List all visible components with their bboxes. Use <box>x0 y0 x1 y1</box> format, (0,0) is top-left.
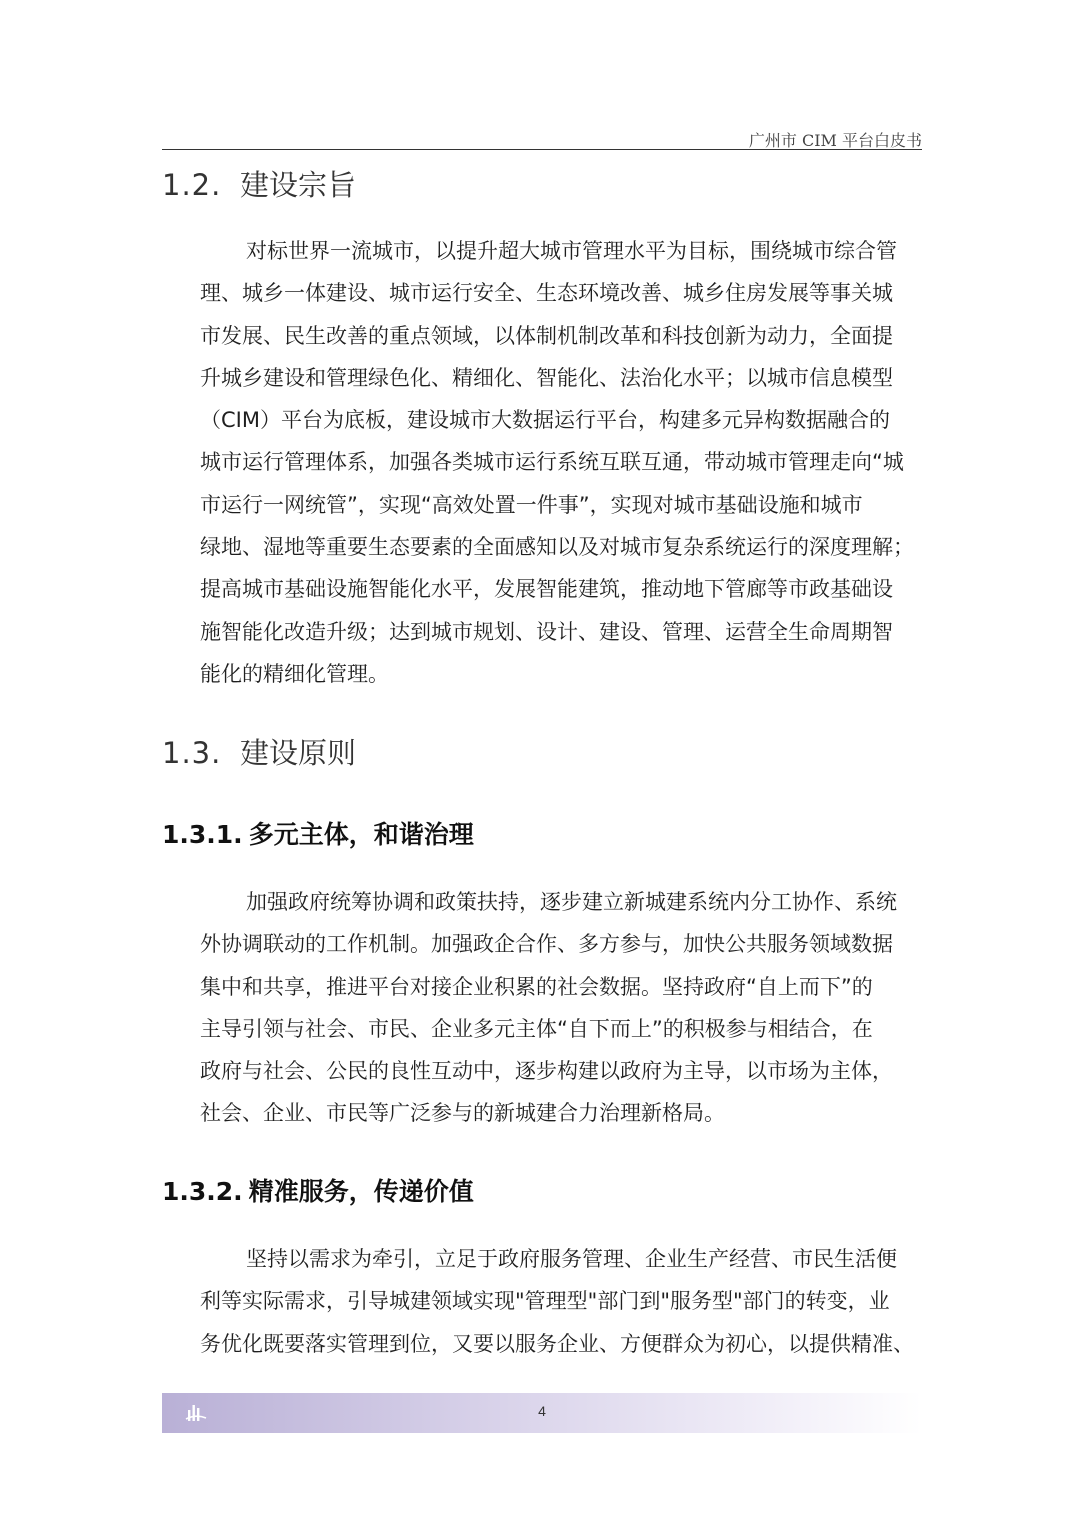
section-heading-1-2 <box>162 163 356 204</box>
text-line: 主导引领与社会、市民、企业多元主体“自下而上”的积极参与相结合，在 <box>200 1016 873 1041</box>
section-title: 建设宗旨 <box>240 168 357 202</box>
subsection-number: 1.3.1. <box>162 820 243 849</box>
text-line: 集中和共享，推进平台对接企业积累的社会数据。坚持政府“自上而下”的 <box>200 974 873 999</box>
text-line: 市运行一网统管”，实现“高效处置一件事”，实现对城市基础设施和城市 <box>200 492 863 517</box>
footer-band <box>162 1393 922 1433</box>
subsection-title: 精准服务，传递价值 <box>248 1177 474 1206</box>
subsection-heading-1-3-2 <box>162 1172 474 1208</box>
text-line: 加强政府统筹协调和政策扶持，逐步建立新城建系统内分工协作、系统 <box>246 890 897 914</box>
text-line: 绿地、湿地等重要生态要素的全面感知以及对城市复杂系统运行的深度理解； <box>200 535 914 560</box>
text-line: 提高城市基础设施智能化水平，发展智能建筑，推动地下管廊等市政基础设 <box>200 577 893 602</box>
text-line: 施智能化改造升级；达到城市规划、设计、建设、管理、运营全生命周期智 <box>200 619 893 644</box>
text-line: 城市运行管理体系，加强各类城市运行系统互联互通，带动城市管理走向“城 <box>200 450 904 475</box>
text-line: 理、城乡一体建设、城市运行安全、生态环境改善、城乡住房发展等事关城 <box>200 281 893 306</box>
text-line: 坚持以需求为牵引，立足于政府服务管理、企业生产经营、市民生活便 <box>246 1247 897 1271</box>
text-line: 务优化既要落实管理到位，又要以服务企业、方便群众为初心，以提供精准、 <box>200 1331 914 1356</box>
text-line: 社会、企业、市民等广泛参与的新城建合力治理新格局。 <box>200 1101 725 1126</box>
paragraph-purpose <box>200 230 918 695</box>
paragraph-principle-1 <box>200 881 918 1135</box>
subsection-number: 1.3.2. <box>162 1177 243 1206</box>
page-number: 4 <box>538 1403 546 1419</box>
section-number: 1.2. <box>162 168 222 202</box>
text-line: （CIM）平台为底板，建设城市大数据运行平台，构建多元异构数据融合的 <box>200 408 890 433</box>
section-title: 建设原则 <box>240 736 357 770</box>
text-line: 对标世界一流城市，以提升超大城市管理水平为目标，围绕城市综合管 <box>246 239 897 263</box>
text-line: 能化的精细化管理。 <box>200 661 389 686</box>
text-line: 利等实际需求，引导城建领域实现"管理型"部门到"服务型"部门的转变，业 <box>200 1289 890 1314</box>
header-title: 广州市 CIM 平台白皮书 <box>748 131 922 150</box>
text-line: 市发展、民生改善的重点领域，以体制机制改革和科技创新为动力，全面提 <box>200 323 893 348</box>
section-number: 1.3. <box>162 736 222 770</box>
header-rule <box>162 149 922 150</box>
text-line: 外协调联动的工作机制。加强政企合作、多方参与，加快公共服务领域数据 <box>200 932 893 957</box>
text-line: 政府与社会、公民的良性互动中，逐步构建以政府为主导，以市场为主体， <box>200 1059 893 1084</box>
section-heading-1-3 <box>162 731 356 772</box>
paragraph-principle-2 <box>200 1238 918 1365</box>
text-line: 升城乡建设和管理绿色化、精细化、智能化、法治化水平；以城市信息模型 <box>200 365 893 390</box>
subsection-title: 多元主体，和谐治理 <box>248 820 474 849</box>
subsection-heading-1-3-1 <box>162 815 474 851</box>
